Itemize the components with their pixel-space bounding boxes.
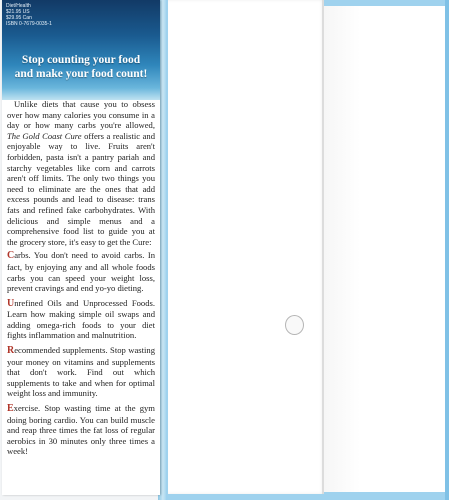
isbn: ISBN 0-7679-0035-1 (6, 21, 52, 27)
flap-headline (2, 53, 160, 81)
acrostic-initial: R (7, 345, 15, 357)
price-block (6, 3, 86, 27)
price-us: $21.95 US (6, 9, 30, 15)
cure-item-r (7, 345, 155, 399)
headline-line-1: Stop counting your food (21, 54, 141, 66)
acrostic-initial: C (7, 250, 15, 262)
cure-item-text: arbs. You don't need to avoid carbs. In fact, by enjoying any and all whole foods carbs you can speed your weight loss, prevent cravings and end yo-yo dieting. (7, 250, 155, 294)
cure-item-text: ecommended supplements. Stop wasting your money on vitamins and supplements that don't work. Find out which supplements to take and when for optimal weight loss and immunity. (7, 345, 155, 399)
cure-item-c (7, 250, 155, 293)
intro-text-before: Unlike diets that cause you to obsess over how many calories you consume in a day or how many carbs you're allowed, (7, 99, 155, 131)
cure-item-u (7, 298, 155, 341)
cure-item-text: xercise. Stop wasting time at the gym doing boring cardio. You can build muscle and reap three times the fat loss of regular aerobics in 30 minutes only three times a week! (7, 403, 155, 457)
cure-item-text: nrefined Oils and Unprocessed Foods. Learn how making simple oil swaps and adding omega-rich foods to your diet fights inflammation and malnutrition. (7, 297, 155, 341)
category-label: Diet/Health (6, 3, 31, 9)
cure-item-e (7, 403, 155, 457)
intro-paragraph (7, 99, 155, 247)
acrostic-initial: U (7, 297, 15, 309)
headline-line-2: and make your food count! (14, 68, 148, 80)
jacket-flap (2, 0, 160, 495)
price-can: $29.95 Can (6, 15, 32, 21)
sticker-residue (285, 315, 304, 335)
flap-body-text (7, 99, 155, 461)
blank-page (168, 0, 324, 494)
acrostic-initial: E (7, 403, 14, 415)
board-edge (445, 0, 449, 500)
book-title: The Gold Coast Cure (7, 130, 82, 141)
intro-text-after: offers a realistic and enjoyable way to live. Fruits aren't forbidden, pasta isn't a pantry pariah and starchy vegetables like corn and carrots aren't off limits. The only two things you need to eliminate are the ones that add excess pounds and lead to disease: trans fats and refined fake carbohydrates. With delicious and simple menus and a comprehensive food list to guide you at the grocery store, it's easy to get the Cure: (7, 130, 156, 247)
endpaper (324, 6, 445, 492)
